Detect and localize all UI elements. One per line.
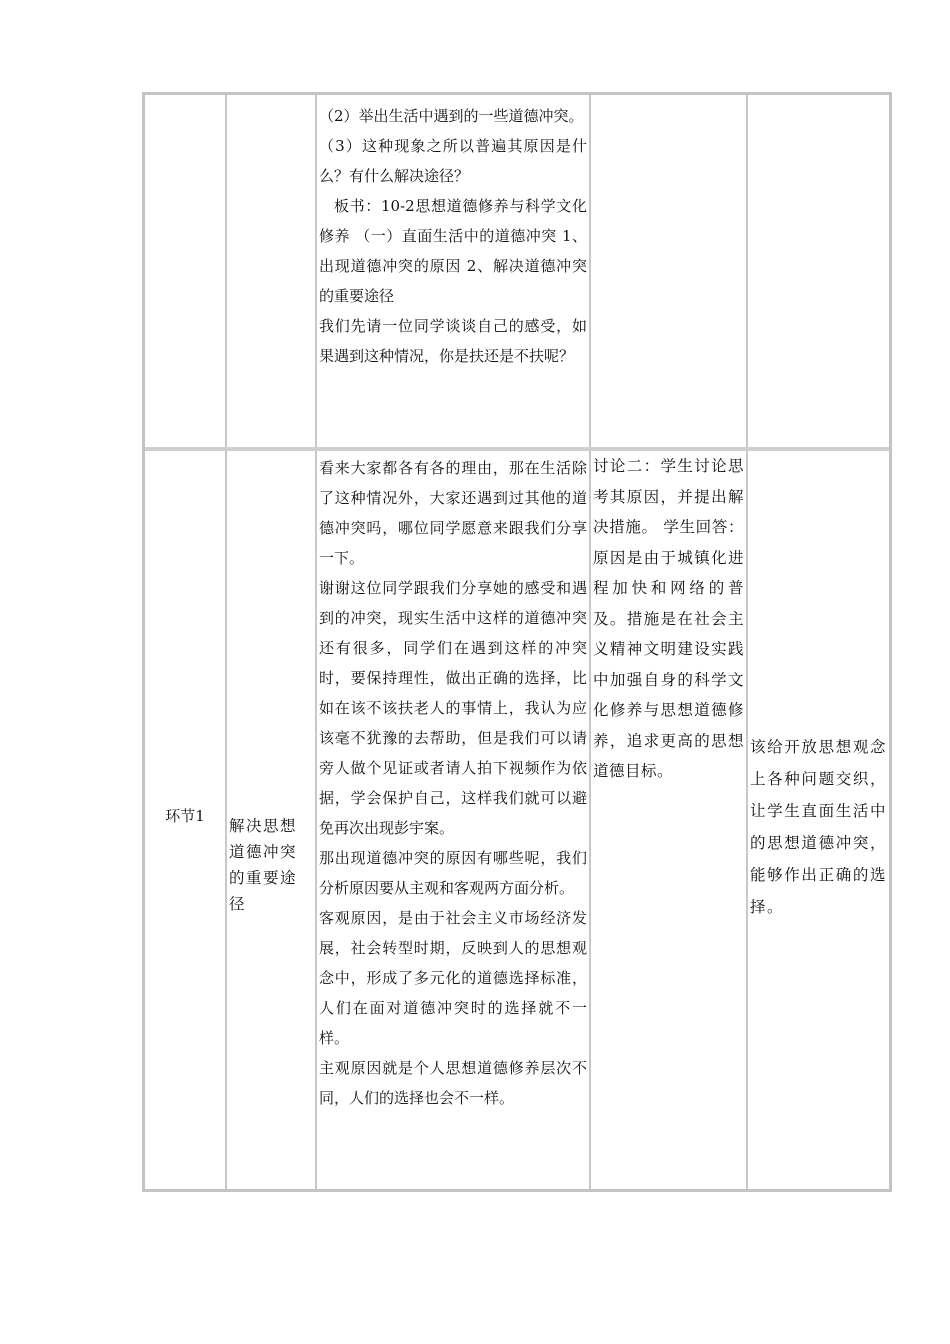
design-intent-cell: [748, 95, 889, 449]
topic-cell: [227, 451, 315, 1189]
teacher-activity-cell: [317, 451, 589, 1189]
teacher-paragraph: 客观原因，是由于社会主义市场经济发展，社会转型时期，反映到人的思想观念中，形成了多元化的道德选择标准，人们在面对道德冲突时的选择就不一样。: [319, 909, 587, 1047]
topic-label: 解决思想道德冲突的重要途径: [229, 817, 298, 913]
student-discussion: 讨论二：学生讨论思考其原因，并提出解决措施。 学生回答：原因是由于城镇化进程加快和网络的普及。措施是在社会主义精神文明建设实践中加强自身的科学文化修养与思想道德修养，追求更高的思想道德目标。: [593, 457, 744, 780]
question-2: （2）举出生活中遇到的一些道德冲突。: [319, 107, 584, 125]
stage-cell: [145, 451, 225, 1189]
table-row: [145, 95, 889, 449]
stage-cell: [145, 95, 225, 449]
teacher-activity-cell: [317, 95, 589, 449]
teacher-paragraph: 看来大家都各有各的理由，那在生活除了这种情况外，大家还遇到过其他的道德冲突吗，哪位同学愿意来跟我们分享一下。: [319, 459, 587, 567]
teacher-prompt: 我们先请一位同学谈谈自己的感受，如果遇到这种情况，你是扶还是不扶呢？: [319, 317, 587, 365]
table-row: [145, 451, 889, 1189]
student-activity-cell: [591, 451, 746, 1189]
student-activity-cell: [591, 95, 746, 449]
design-intent: 该给开放思想观念上各种问题交织，让学生直面生活中的思想道德冲突，能够作出正确的选择。: [750, 738, 887, 916]
design-intent-cell: [748, 451, 889, 1189]
lesson-plan-table: [142, 92, 892, 1192]
blackboard-outline: 板书：10-2思想道德修养与科学文化修养 （一）直面生活中的道德冲突 1、出现道德冲突的原因 2、解决道德冲突的重要途径: [319, 197, 587, 305]
teacher-paragraph: 谢谢这位同学跟我们分享她的感受和遇到的冲突，现实生活中这样的道德冲突还有很多，同学们在遇到这样的冲突时，要保持理性，做出正确的选择，比如在该不该扶老人的事情上，我认为应该毫不犹豫的去帮助，但是我们可以请旁人做个见证或者请人拍下视频作为依据，学会保护自己，这样我们就可以避免再次出现彭宇案。: [319, 579, 587, 837]
topic-cell: [227, 95, 315, 449]
teacher-paragraph: 那出现道德冲突的原因有哪些呢，我们分析原因要从主观和客观两方面分析。: [319, 849, 587, 897]
stage-label: 环节1: [165, 807, 205, 825]
teacher-paragraph: 主观原因就是个人思想道德修养层次不同，人们的选择也会不一样。: [319, 1059, 587, 1107]
question-3: （3）这种现象之所以普遍其原因是什么？有什么解决途径？: [319, 137, 587, 185]
